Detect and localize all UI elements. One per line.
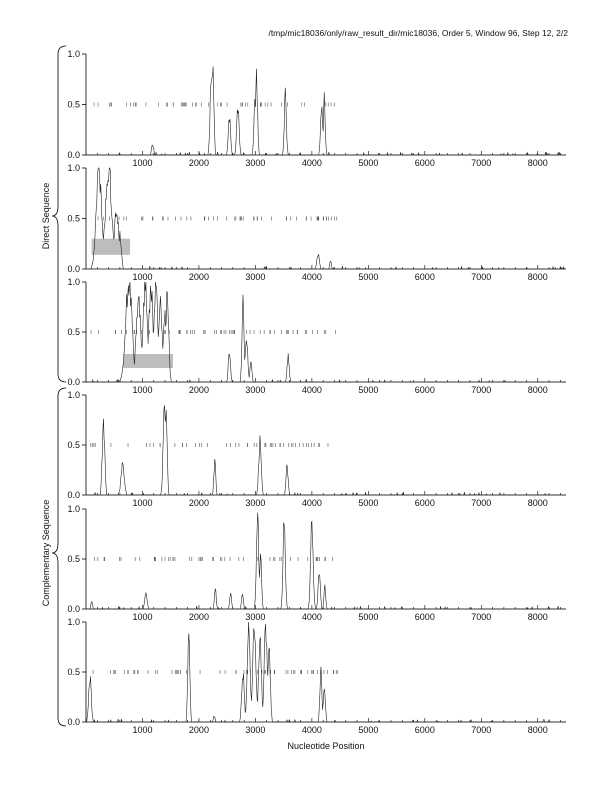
x-tick-label: 8000 <box>527 158 548 168</box>
y-tick-label: 0.0 <box>67 264 80 274</box>
panel-5 <box>67 504 566 622</box>
y-tick-label: 0.5 <box>67 213 80 224</box>
y-tick-label: 0.5 <box>67 554 80 564</box>
direct-sequence-label: Direct Sequence <box>41 182 51 250</box>
shaded-region <box>92 239 130 255</box>
y-tick-label: 1.0 <box>67 504 80 514</box>
x-tick-label: 5000 <box>358 725 379 735</box>
x-tick-label: 2000 <box>188 612 209 622</box>
x-tick-label: 6000 <box>414 725 435 735</box>
y-tick-label: 1.0 <box>67 277 80 287</box>
x-tick-label: 6000 <box>414 612 435 622</box>
y-tick-label: 0.0 <box>67 490 80 500</box>
signal-trace <box>86 513 566 609</box>
x-tick-label: 2000 <box>188 272 209 282</box>
x-tick-label: 4000 <box>301 725 322 735</box>
x-tick-label: 7000 <box>471 385 492 395</box>
x-axis-label: Nucleotide Position <box>287 741 365 751</box>
x-tick-label: 2000 <box>188 385 209 395</box>
x-tick-label: 2000 <box>188 158 209 168</box>
x-tick-label: 6000 <box>414 498 435 508</box>
y-tick-label: 1.0 <box>67 390 80 400</box>
x-tick-label: 8000 <box>527 272 548 282</box>
x-tick-label: 7000 <box>471 158 492 168</box>
x-tick-label: 1000 <box>132 385 153 395</box>
y-tick-label: 0.0 <box>67 717 80 727</box>
signal-trace <box>86 622 566 722</box>
x-tick-label: 4000 <box>301 272 322 282</box>
x-tick-label: 2000 <box>188 725 209 735</box>
x-tick-label: 1000 <box>132 612 153 622</box>
x-tick-label: 3000 <box>245 498 266 508</box>
x-tick-label: 3000 <box>245 385 266 395</box>
complementary-sequence-brace <box>52 388 66 726</box>
x-tick-label: 1000 <box>132 498 153 508</box>
x-tick-label: 5000 <box>358 498 379 508</box>
signal-trace <box>86 66 566 155</box>
x-tick-label: 1000 <box>132 158 153 168</box>
x-tick-label: 5000 <box>358 385 379 395</box>
panels <box>67 49 566 735</box>
y-tick-label: 0.5 <box>67 99 80 110</box>
x-tick-label: 4000 <box>301 498 322 508</box>
x-tick-label: 7000 <box>471 272 492 282</box>
x-tick-label: 4000 <box>301 158 322 168</box>
y-tick-label: 0.0 <box>67 604 80 614</box>
x-tick-label: 3000 <box>245 158 266 168</box>
y-tick-label: 0.0 <box>67 377 80 387</box>
y-tick-label: 0.5 <box>67 667 80 677</box>
x-tick-label: 3000 <box>245 725 266 735</box>
x-tick-label: 8000 <box>527 498 548 508</box>
x-tick-label: 7000 <box>471 612 492 622</box>
y-tick-label: 0.0 <box>67 150 80 160</box>
panel-1 <box>67 49 566 168</box>
x-tick-label: 3000 <box>245 612 266 622</box>
y-tick-label: 1.0 <box>67 163 80 173</box>
shaded-region <box>123 354 173 368</box>
plot-title: /tmp/mic18036/only/raw_result_dir/mic18036, Order 5, Window 96, Step 12, 2/2 <box>268 28 568 38</box>
x-tick-label: 4000 <box>301 385 322 395</box>
x-tick-label: 3000 <box>245 272 266 282</box>
y-tick-label: 1.0 <box>67 49 80 59</box>
x-tick-label: 8000 <box>527 385 548 395</box>
x-tick-label: 7000 <box>471 725 492 735</box>
direct-sequence-brace <box>52 46 66 382</box>
x-tick-label: 5000 <box>358 612 379 622</box>
panel-2 <box>67 163 566 282</box>
x-tick-label: 8000 <box>527 612 548 622</box>
x-tick-label: 8000 <box>527 725 548 735</box>
x-tick-label: 1000 <box>132 272 153 282</box>
y-tick-label: 1.0 <box>67 617 80 627</box>
x-tick-label: 7000 <box>471 498 492 508</box>
x-tick-label: 6000 <box>414 272 435 282</box>
signal-trace <box>86 405 566 495</box>
panel-4 <box>67 390 566 508</box>
x-tick-label: 5000 <box>358 272 379 282</box>
x-tick-label: 6000 <box>414 158 435 168</box>
x-tick-label: 6000 <box>414 385 435 395</box>
complementary-sequence-label: Complementary Sequence <box>41 499 51 607</box>
x-tick-label: 4000 <box>301 612 322 622</box>
signal-trace <box>86 168 566 269</box>
panel-6 <box>67 617 566 735</box>
x-tick-label: 2000 <box>188 498 209 508</box>
y-tick-label: 0.5 <box>67 327 80 337</box>
y-tick-label: 0.5 <box>67 440 80 450</box>
x-tick-label: 5000 <box>358 158 379 168</box>
x-tick-label: 1000 <box>132 725 153 735</box>
panel-3 <box>67 277 566 395</box>
